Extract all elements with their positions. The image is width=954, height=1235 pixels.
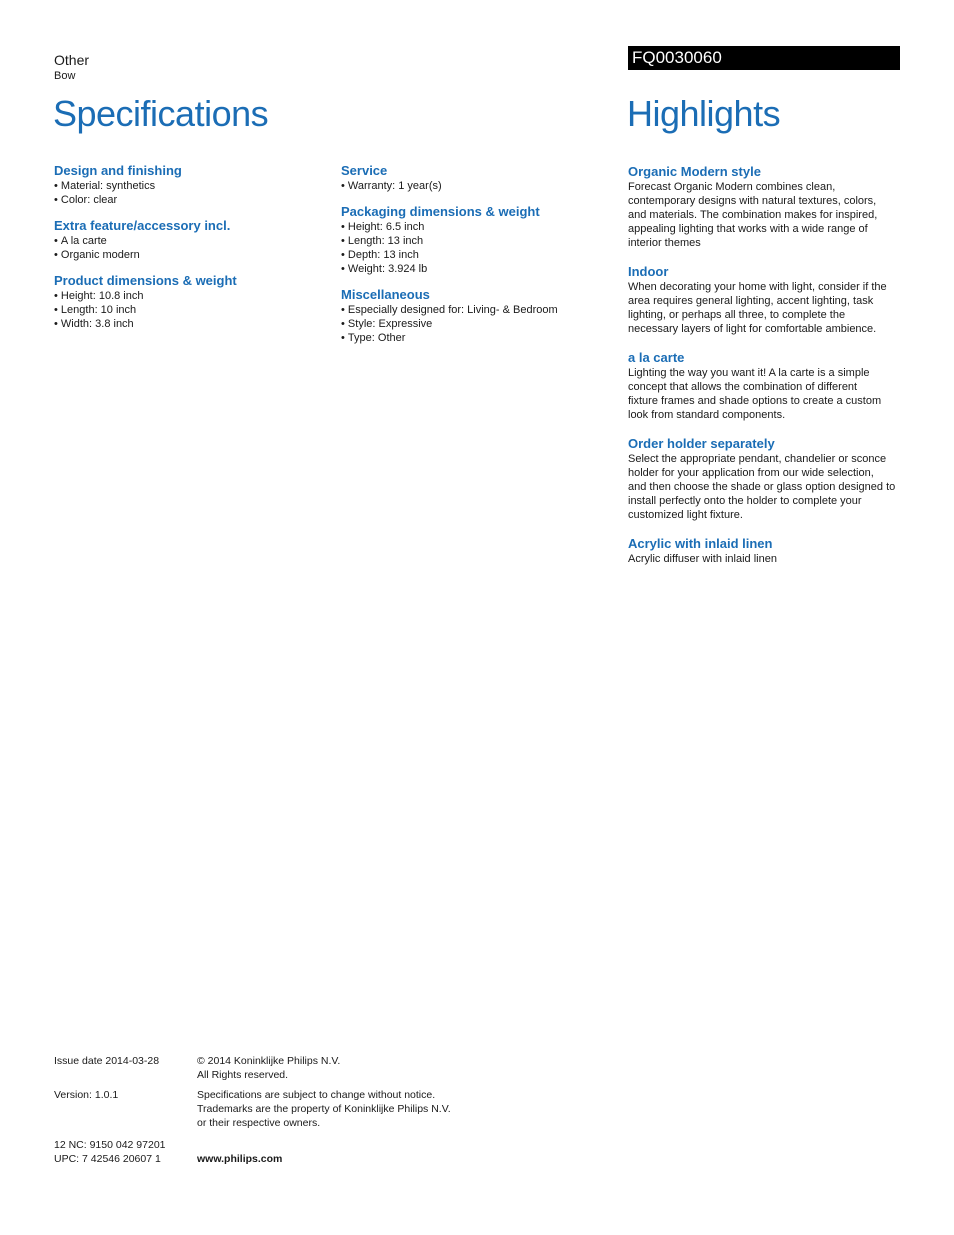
highlight-line: Acrylic diffuser with inlaid linen: [628, 553, 777, 565]
highlight-line: install perfectly onto the holder to complete your: [628, 495, 862, 507]
spec-item: • Organic modern: [54, 248, 324, 262]
highlight-heading: a la carte: [628, 350, 685, 365]
spec-item: • Weight: 3.924 lb: [341, 262, 611, 276]
spec-item: • Width: 3.8 inch: [54, 317, 324, 331]
website-link[interactable]: www.philips.com: [197, 1153, 283, 1165]
highlight-heading: Acrylic with inlaid linen: [628, 536, 773, 551]
spec-item: • Depth: 13 inch: [341, 248, 611, 262]
spec-item: • Height: 6.5 inch: [341, 220, 611, 234]
spec-section-product-dimensions: [54, 273, 324, 331]
highlight-line: holder for your application from our wide selection,: [628, 467, 874, 479]
spec-section-heading: Product dimensions & weight: [54, 273, 237, 288]
highlight-line: customized light fixture.: [628, 509, 743, 521]
spec-item: • Height: 10.8 inch: [54, 289, 324, 303]
upc-number: UPC: 7 42546 20607 1: [54, 1153, 161, 1165]
highlight-line: necessary layers of light for comfortable ambience.: [628, 323, 877, 335]
spec-item: • Length: 10 inch: [54, 303, 324, 317]
spec-section-heading: Service: [341, 163, 388, 178]
disclaimer-line: Trademarks are the property of Koninklijke Philips N.V.: [197, 1103, 451, 1115]
highlight-line: fixture frames and shade options to create a custom: [628, 395, 882, 407]
highlight-line: and materials. The combination makes for inspired,: [628, 209, 878, 221]
specifications-title: Specifications: [53, 93, 269, 134]
rights-line: All Rights reserved.: [197, 1069, 289, 1081]
copyright-line: © 2014 Koninklijke Philips N.V.: [197, 1055, 341, 1067]
disclaimer-line: or their respective owners.: [197, 1117, 321, 1129]
issue-date: Issue date 2014-03-28: [54, 1055, 160, 1067]
highlight-heading: Indoor: [628, 264, 669, 279]
highlight-line: appealing lighting that works with a wide range of: [628, 223, 868, 235]
highlight-line: lighting, or perhaps all three, to complete the: [628, 309, 846, 321]
spec-item: • Length: 13 inch: [341, 234, 611, 248]
spec-section-miscellaneous: [341, 287, 611, 345]
nc-number: 12 NC: 9150 042 97201: [54, 1139, 166, 1151]
spec-item: • Style: Expressive: [341, 317, 611, 331]
spec-item: • A la carte: [54, 234, 324, 248]
model-number-bar: FQ0030060: [628, 46, 900, 70]
highlight-a-la-carte: [628, 350, 904, 422]
highlight-organic-modern: [628, 164, 904, 250]
spec-section-heading: Packaging dimensions & weight: [341, 204, 540, 219]
highlight-heading: Organic Modern style: [628, 164, 761, 179]
spec-item: • Especially designed for: Living- & Bedroom: [341, 303, 611, 317]
highlight-line: Lighting the way you want it! A la carte is a simple: [628, 367, 870, 379]
highlight-line: Select the appropriate pendant, chandelier or sconce: [628, 453, 887, 465]
spec-section-heading: Miscellaneous: [341, 287, 430, 302]
spec-section-heading: Extra feature/accessory incl.: [54, 218, 231, 233]
spec-section-design: [54, 163, 324, 207]
spec-section-packaging: [341, 204, 611, 276]
highlights-column: [628, 164, 904, 580]
highlight-line: and then choose the shade or glass option designed to: [628, 481, 896, 493]
spec-item: • Type: Other: [341, 331, 611, 345]
highlight-order-holder: [628, 436, 904, 522]
highlight-acrylic-linen: [628, 536, 904, 566]
spec-item: • Material: synthetics: [54, 179, 324, 193]
specs-column-1: [54, 163, 324, 342]
highlight-line: Forecast Organic Modern combines clean,: [628, 181, 836, 193]
spec-section-heading: Design and finishing: [54, 163, 182, 178]
highlight-line: look from standard components.: [628, 409, 786, 421]
highlight-line: When decorating your home with light, consider if the: [628, 281, 887, 293]
highlight-line: concept that allows the combination of different: [628, 381, 858, 393]
highlight-line: area requires general lighting, accent lighting, task: [628, 295, 874, 307]
spec-section-extra-feature: [54, 218, 324, 262]
disclaimer-line: Specifications are subject to change without notice.: [197, 1089, 436, 1101]
spec-section-service: [341, 163, 611, 193]
highlight-heading: Order holder separately: [628, 436, 775, 451]
highlight-line: contemporary designs with natural textures, colors,: [628, 195, 877, 207]
highlight-line: interior themes: [628, 237, 701, 249]
version: Version: 1.0.1: [54, 1089, 119, 1101]
specs-column-2: [341, 163, 611, 356]
product-category: Other: [54, 52, 90, 68]
spec-item: • Color: clear: [54, 193, 324, 207]
product-subcategory: Bow: [54, 70, 76, 82]
spec-item: • Warranty: 1 year(s): [341, 179, 611, 193]
highlights-title: Highlights: [627, 93, 781, 134]
highlight-indoor: [628, 264, 904, 336]
